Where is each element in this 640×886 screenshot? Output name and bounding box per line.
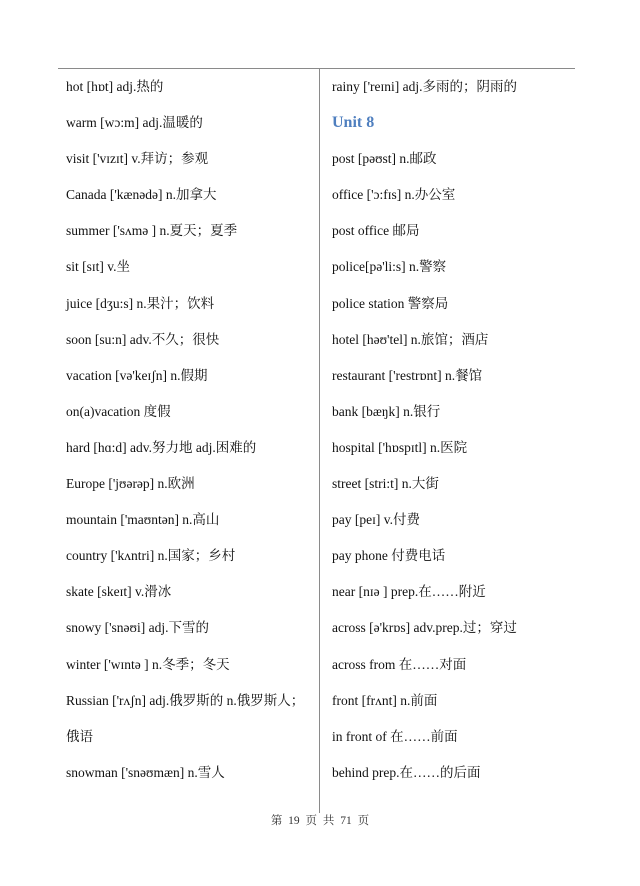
- vocab-entry: behind prep.在……的后面: [332, 764, 481, 780]
- page-number-footer: 第 19 页 共 71 页: [270, 815, 370, 827]
- vocab-entry: police station 警察局: [332, 295, 449, 311]
- vocab-entry: Russian ['rʌʃn] adj.俄罗斯的 n.俄罗斯人；: [66, 692, 305, 708]
- vocab-entry: post office 邮局: [332, 223, 420, 239]
- vocab-entry-continuation: 俄语: [66, 728, 93, 744]
- vocab-entry: soon [su:n] adv.不久；很快: [66, 331, 220, 347]
- vocab-entry: hospital ['hɒspɪtl] n.医院: [332, 439, 468, 455]
- left-vocab-column: [66, 69, 316, 791]
- vocab-entry: across [ə'krɒs] adv.prep.过；穿过: [332, 620, 517, 636]
- vocab-entry: across from 在……对面: [332, 656, 467, 672]
- vocab-entry: police[pə'li:s] n.警察: [332, 259, 447, 275]
- vocab-entry: hard [hɑ:d] adv.努力地 adj.困难的: [66, 439, 257, 455]
- vocab-entry: skate [skeɪt] v.滑冰: [66, 584, 172, 600]
- vocab-entry: front [frʌnt] n.前面: [332, 692, 438, 708]
- vocab-entry: snowman ['snəʊmæn] n.雪人: [66, 764, 225, 780]
- vocab-entry: snowy ['snəʊi] adj.下雪的: [66, 620, 209, 636]
- vocab-entry: rainy ['reɪni] adj.多雨的；阴雨的: [332, 79, 518, 94]
- vocab-entry: pay phone 付费电话: [332, 548, 446, 564]
- vocab-entry: near [nɪə ] prep.在……附近: [332, 584, 486, 600]
- vocab-entry: juice [dʒu:s] n.果汁；饮料: [66, 295, 215, 311]
- right-vocab-column: [332, 69, 572, 791]
- vocab-entry: bank [bæŋk] n.银行: [332, 403, 441, 419]
- vocab-entry: restaurant ['restrɒnt] n.餐馆: [332, 367, 483, 383]
- vocab-entry: in front of 在……前面: [332, 728, 458, 744]
- vocab-entry: warm [wɔ:m] adj.温暖的: [66, 115, 203, 131]
- vocab-entry: vacation [və'keɪʃn] n.假期: [66, 367, 208, 383]
- vocab-entry: pay [peɪ] v.付费: [332, 512, 420, 528]
- vocab-entry: country ['kʌntri] n.国家；乡村: [66, 548, 236, 564]
- unit-heading: Unit 8: [332, 114, 375, 132]
- vocab-entry: winter ['wɪntə ] n.冬季；冬天: [66, 656, 230, 672]
- vocab-entry: summer ['sʌmə ] n.夏天；夏季: [66, 223, 238, 239]
- vocab-entry: hotel [həʊ'tel] n.旅馆；酒店: [332, 331, 489, 347]
- vocab-entry: hot [hɒt] adj.热的: [66, 79, 164, 94]
- vocab-entry: visit ['vɪzɪt] v.拜访；参观: [66, 151, 209, 167]
- vocab-entry: street [stri:t] n.大街: [332, 476, 439, 492]
- vocab-entry: on(a)vacation 度假: [66, 403, 171, 419]
- vocab-entry: sit [sɪt] v.坐: [66, 259, 130, 275]
- column-divider: [319, 68, 320, 813]
- vocab-entry: office ['ɔ:fɪs] n.办公室: [332, 187, 456, 203]
- vocab-entry: post [pəʊst] n.邮政: [332, 151, 437, 167]
- vocab-entry: Canada ['kænədə] n.加拿大: [66, 187, 217, 203]
- vocab-entry: mountain ['maʊntən] n.高山: [66, 512, 220, 528]
- vocab-entry: Europe ['jʊərəp] n.欧洲: [66, 476, 195, 492]
